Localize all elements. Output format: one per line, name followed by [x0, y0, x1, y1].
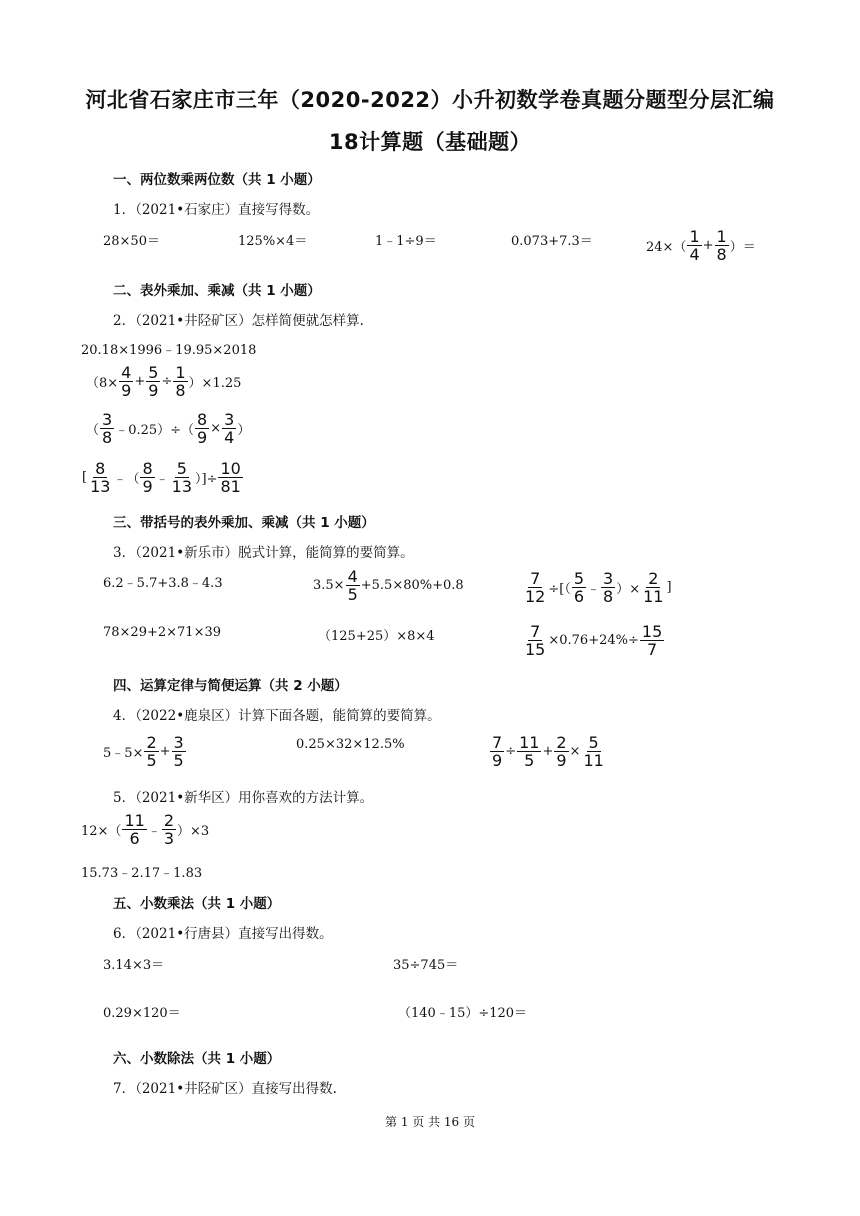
fraction-numerator: 15: [641, 622, 663, 641]
fraction: [162, 812, 176, 847]
expression: 0.25×32×12.5%: [296, 737, 405, 752]
fraction: [122, 812, 146, 847]
fraction: [346, 568, 360, 603]
fraction-denominator: 9: [148, 381, 159, 400]
expression-part: 12×（: [81, 824, 122, 839]
fraction: [195, 411, 209, 446]
fraction-denominator: 6: [573, 587, 585, 606]
expression: （140﹣15）÷120＝: [398, 1006, 528, 1021]
expression-part: 5﹣5×: [103, 746, 144, 761]
expression-part: [: [82, 470, 88, 485]
fraction-numerator: 8: [142, 459, 153, 478]
expression-part: ÷: [505, 744, 517, 759]
fraction: [222, 411, 236, 446]
expression: [81, 812, 209, 847]
fraction-denominator: 12: [525, 587, 546, 606]
fraction-numerator: 5: [573, 569, 585, 588]
expression: 6.2﹣5.7+3.8﹣4.3: [103, 576, 223, 591]
fraction-denominator: 9: [121, 381, 132, 400]
expression-part: +: [542, 744, 554, 759]
fraction-numerator: 3: [603, 569, 614, 588]
fraction: [88, 460, 112, 495]
section-heading-5: 五、小数乘法（共 1 小题）: [113, 896, 281, 912]
expression: [313, 568, 464, 603]
expression-part: ]: [666, 580, 672, 595]
fraction: [687, 228, 701, 263]
fraction: [641, 570, 665, 605]
expression-part: ×: [569, 744, 581, 759]
expression: 28×50＝: [103, 234, 160, 249]
expression-part: ×: [210, 421, 222, 436]
section-heading-4: 四、运算定律与简便运算（共 2 小题）: [113, 678, 348, 694]
fraction-numerator: 2: [648, 569, 659, 588]
fraction-numerator: 11: [124, 811, 145, 830]
fraction-numerator: 4: [347, 567, 358, 586]
fraction-numerator: 2: [163, 811, 174, 830]
fraction-numerator: 5: [148, 363, 159, 382]
question-5: 5．（2021•新华区）用你喜欢的方法计算。: [113, 790, 374, 806]
question-6: 6．（2021•行唐县）直接写出得数。: [113, 926, 333, 942]
fraction: [146, 364, 160, 399]
fraction-numerator: 7: [530, 569, 541, 588]
fraction: [554, 734, 568, 769]
question-1: 1．（2021•石家庄）直接写得数。: [113, 202, 320, 218]
expression-part: ﹣0.25）÷（: [115, 423, 195, 438]
fraction-denominator: 4: [689, 245, 700, 264]
question-7: 7．（2021•井陉矿区）直接写出得数.: [113, 1081, 337, 1097]
fraction-denominator: 11: [583, 751, 604, 770]
expression-part: +5.5×80%+0.8: [360, 578, 464, 593]
fraction-denominator: 81: [220, 477, 241, 496]
fraction: [170, 460, 194, 495]
fraction-numerator: 3: [102, 410, 113, 429]
fraction-denominator: 15: [525, 640, 546, 659]
fraction: [172, 734, 186, 769]
fraction-numerator: 5: [176, 459, 187, 478]
fraction-denominator: 5: [347, 585, 358, 604]
fraction-numerator: 5: [588, 733, 599, 752]
fraction-denominator: 9: [492, 751, 503, 770]
expression-part: ÷[（: [548, 582, 571, 597]
expression-part: ）×1.25: [188, 376, 242, 391]
fraction-denominator: 11: [643, 587, 664, 606]
question-3: 3．（2021•新乐市）脱式计算，能简算的要简算。: [113, 545, 414, 561]
fraction-numerator: 7: [530, 622, 541, 641]
fraction-denominator: 8: [175, 381, 186, 400]
fraction-denominator: 9: [556, 751, 567, 770]
fraction: [523, 570, 547, 605]
fraction: [601, 570, 615, 605]
fraction: [490, 734, 504, 769]
fraction-numerator: 1: [689, 227, 700, 246]
expression-part: 24×（: [646, 240, 687, 255]
fraction-denominator: 7: [646, 640, 658, 659]
fraction-numerator: 2: [146, 733, 157, 752]
expression-part: ﹣: [147, 824, 161, 839]
expression: 0.073+7.3＝: [511, 234, 593, 249]
expression-part: ）×3: [177, 824, 210, 839]
expression-part: +: [159, 744, 171, 759]
fraction-denominator: 8: [102, 428, 113, 447]
question-2: 2．（2021•井陉矿区）怎样简便就怎样算.: [113, 313, 364, 329]
fraction-denominator: 8: [716, 245, 727, 264]
fraction: [581, 734, 605, 769]
expression: 125%×4＝: [238, 234, 308, 249]
doc-title-line2: 18计算题（基础题）: [328, 130, 532, 154]
expression: 15.73﹣2.17﹣1.83: [81, 866, 203, 881]
expression-part: 3.5×: [313, 578, 345, 593]
expression: [86, 411, 250, 446]
fraction-denominator: 13: [90, 477, 111, 496]
fraction-denominator: 13: [171, 477, 193, 496]
fraction: [640, 623, 664, 658]
fraction-numerator: 3: [224, 410, 235, 429]
expression: 78×29+2×71×39: [103, 625, 222, 640]
expression: [489, 734, 607, 769]
fraction-denominator: 3: [163, 829, 174, 848]
fraction-numerator: 7: [492, 733, 503, 752]
fraction: [140, 460, 154, 495]
section-heading-1: 一、两位数乘两位数（共 1 小题）: [113, 172, 321, 188]
fraction-denominator: 6: [129, 829, 140, 848]
expression-part: +: [702, 238, 714, 253]
expression-part: ﹣: [587, 582, 601, 597]
fraction-numerator: 1: [716, 227, 727, 246]
expression-part: （: [86, 423, 100, 438]
fraction-numerator: 3: [173, 733, 184, 752]
fraction-numerator: 8: [197, 410, 208, 429]
fraction: [572, 570, 586, 605]
fraction: [715, 228, 729, 263]
expression-part: ÷: [161, 374, 173, 389]
fraction: [523, 623, 547, 658]
fraction-numerator: 2: [556, 733, 567, 752]
fraction-numerator: 10: [220, 459, 241, 478]
section-heading-2: 二、表外乘加、乘减（共 1 小题）: [113, 283, 321, 299]
page-footer: 第 1 页 共 16 页: [385, 1115, 475, 1129]
expression-part: +: [134, 374, 146, 389]
expression-part: ）]÷: [195, 472, 218, 487]
expression: 0.29×120＝: [103, 1006, 181, 1021]
fraction: [173, 364, 187, 399]
fraction: [119, 364, 133, 399]
section-heading-6: 六、小数除法（共 1 小题）: [113, 1051, 281, 1067]
fraction-numerator: 11: [519, 733, 540, 752]
expression: [522, 623, 665, 658]
fraction: [517, 734, 541, 769]
fraction: [100, 411, 114, 446]
fraction: [218, 460, 242, 495]
expression-part: ﹣: [155, 472, 169, 487]
fraction-denominator: 5: [173, 751, 184, 770]
expression: 35÷745＝: [393, 958, 459, 973]
expression-part: ×0.76+24%÷: [548, 633, 639, 648]
section-heading-3: 三、带括号的表外乘加、乘减（共 1 小题）: [113, 515, 375, 531]
doc-title-line1: 河北省石家庄市三年（2020-2022）小升初数学卷真题分题型分层汇编: [85, 88, 775, 112]
fraction-numerator: 4: [121, 363, 132, 382]
fraction-denominator: 9: [142, 477, 153, 496]
expression: 3.14×3＝: [103, 958, 165, 973]
expression: [522, 570, 672, 605]
fraction-denominator: 8: [603, 587, 614, 606]
expression: [103, 734, 187, 769]
expression: （125+25）×8×4: [318, 629, 435, 644]
fraction-denominator: 4: [224, 428, 235, 447]
expression-part: ﹣（: [113, 472, 140, 487]
expression-part: （8×: [86, 376, 119, 391]
expression: [646, 228, 756, 263]
fraction-numerator: 1: [175, 363, 186, 382]
fraction-denominator: 5: [524, 751, 535, 770]
fraction-denominator: 5: [146, 751, 157, 770]
fraction-numerator: 8: [95, 459, 106, 478]
fraction-denominator: 9: [197, 428, 208, 447]
expression: [86, 364, 241, 399]
expression-part: ）×: [616, 582, 641, 597]
question-4: 4．（2022•鹿泉区）计算下面各题，能简算的要简算。: [113, 708, 441, 724]
expression: 1﹣1÷9＝: [375, 234, 437, 249]
expression: 20.18×1996﹣19.95×2018: [81, 343, 257, 358]
expression: [82, 460, 244, 495]
fraction: [144, 734, 158, 769]
expression-part: ）＝: [729, 240, 756, 255]
expression-part: ）: [237, 423, 251, 438]
